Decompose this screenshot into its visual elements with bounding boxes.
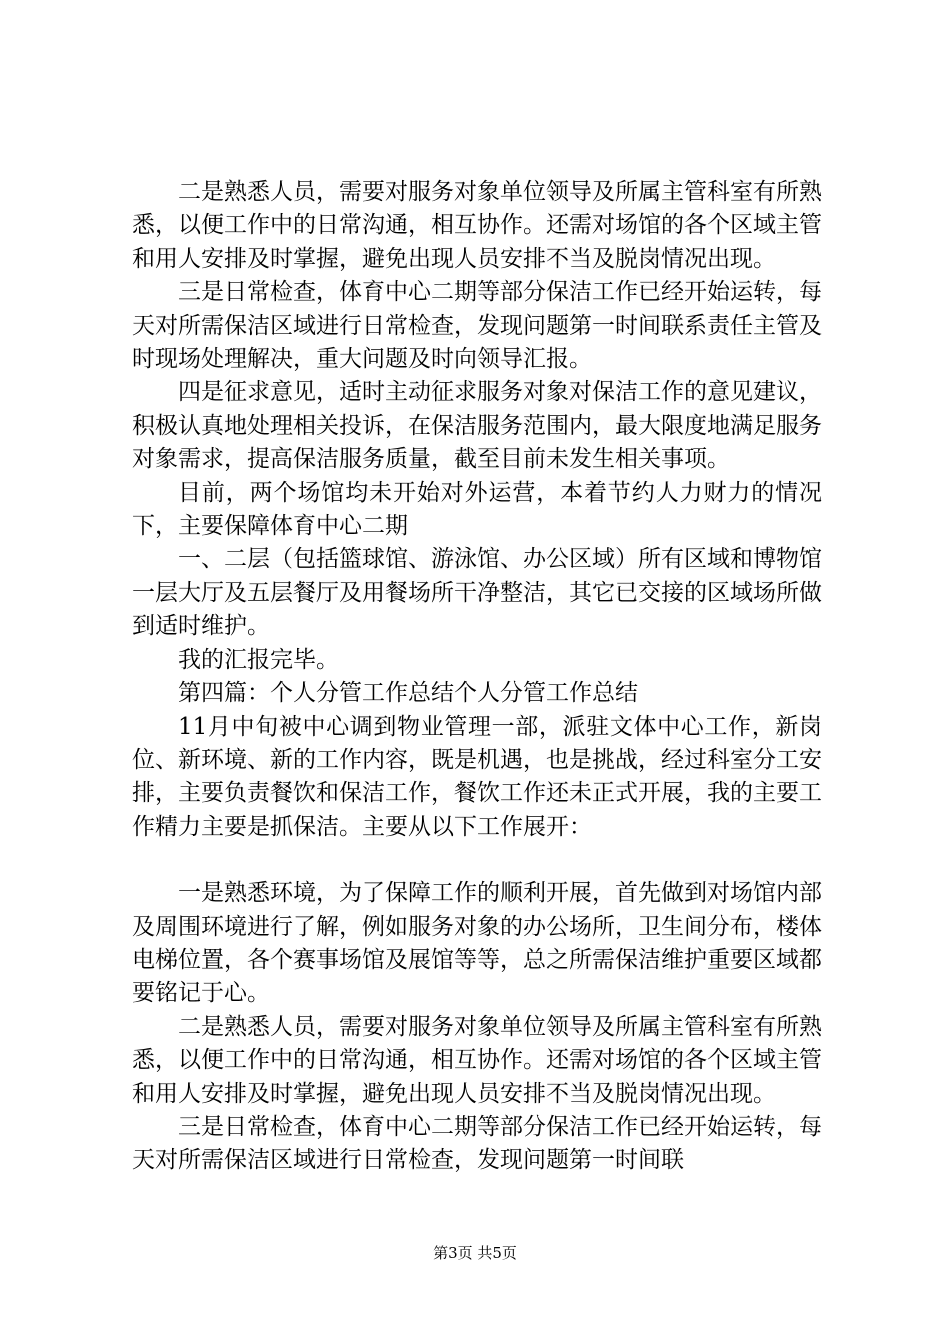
document-body [132, 176, 822, 1178]
page-footer: 第3页 共5页 [433, 1244, 517, 1262]
paragraph: 目前，两个场馆均未开始对外运营，本着节约人力财力的情况下，主要保障体育中心二期 [132, 479, 822, 540]
paragraph: 11月中旬被中心调到物业管理一部，派驻文体中心工作，新岗位、新环境、新的工作内容，既是机遇，也是挑战，经过科室分工安排，主要负责餐饮和保洁工作，餐饮工作还未正式开展，我的主要工作精力主要是抓保洁。主要从以下工作展开： [132, 713, 822, 840]
paragraph: 一是熟悉环境，为了保障工作的顺利开展，首先做到对场馆内部及周围环境进行了解，例如服务对象的办公场所，卫生间分布，楼体电梯位置，各个赛事场馆及展馆等等，总之所需保洁维护重要区域都要铭记于心。 [132, 880, 822, 1007]
paragraph: 我的汇报完毕。 [178, 646, 339, 673]
paragraph: 一、二层（包括篮球馆、游泳馆、办公区域）所有区域和博物馆一层大厅及五层餐厅及用餐场所干净整洁，其它已交接的区域场所做到适时维护。 [132, 546, 822, 640]
paragraph: 四是征求意见，适时主动征求服务对象对保洁工作的意见建议，积极认真地处理相关投诉，在保洁服务范围内，最大限度地满足服务对象需求，提高保洁服务质量，截至目前未发生相关事项。 [132, 379, 822, 473]
paragraph: 三是日常检查，体育中心二期等部分保洁工作已经开始运转，每天对所需保洁区域进行日常检查，发现问题第一时间联系责任主管及时现场处理解决，重大问题及时向领导汇报。 [132, 279, 822, 373]
paragraph: 三是日常检查，体育中心二期等部分保洁工作已经开始运转，每天对所需保洁区域进行日常检查，发现问题第一时间联 [132, 1113, 822, 1174]
paragraph: 二是熟悉人员，需要对服务对象单位领导及所属主管科室有所熟悉，以便工作中的日常沟通，相互协作。还需对场馆的各个区域主管和用人安排及时掌握，避免出现人员安排不当及脱岗情况出现。 [132, 1013, 822, 1107]
blank-line [132, 844, 822, 877]
paragraph: 二是熟悉人员，需要对服务对象单位领导及所属主管科室有所熟悉，以便工作中的日常沟通，相互协作。还需对场馆的各个区域主管和用人安排及时掌握，避免出现人员安排不当及脱岗情况出现。 [132, 179, 822, 272]
section-heading: 第四篇：个人分管工作总结个人分管工作总结 [178, 680, 638, 707]
